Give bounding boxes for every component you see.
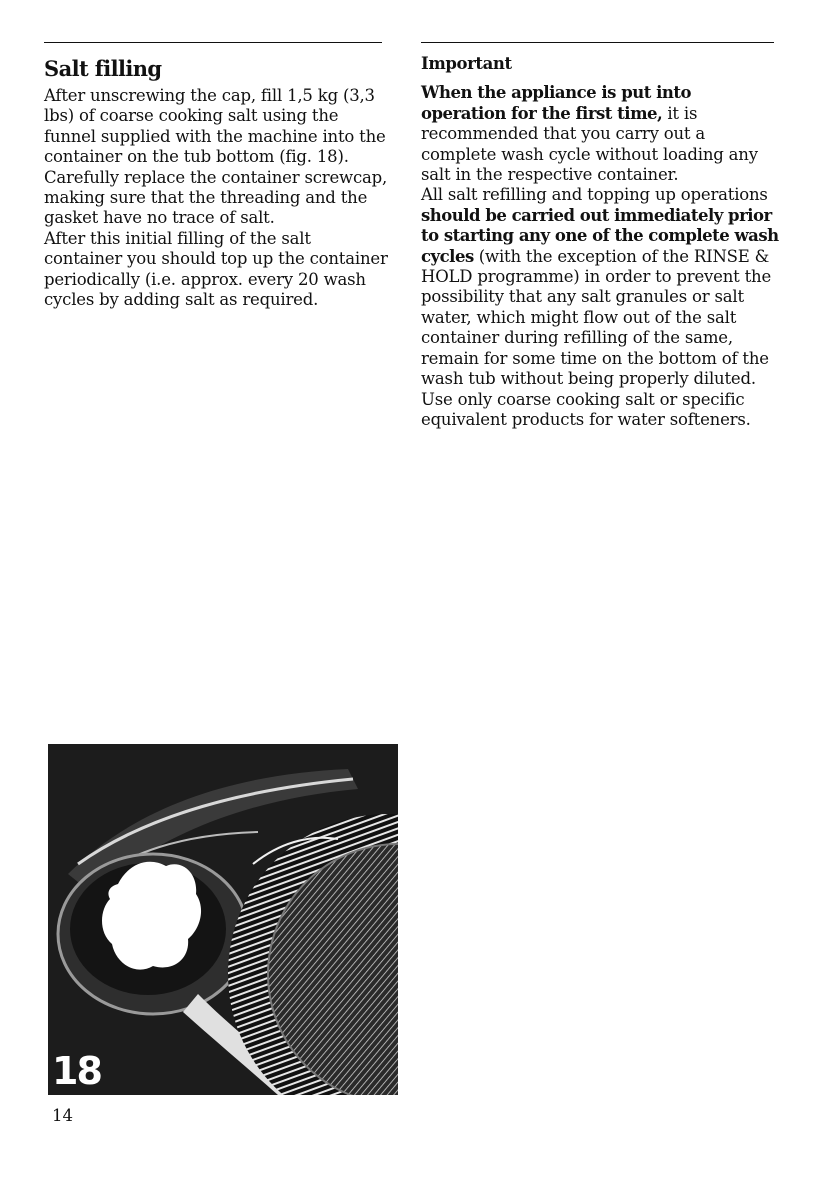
- figure-salt-container-photo: [48, 744, 398, 1095]
- emphasis-refilling: should be carried out immediately prior to starting any one of the complete wash cycles: [421, 205, 779, 266]
- text-refilling-rest: (with the exception of the RINSE & HOLD programme) in order to prevent the possibility that any salt granules or salt water, which might flow out of the salt container during refilling of the same, remain for some time on the bottom of the wash tub without being properly diluted.: [421, 246, 772, 389]
- page-number: 14: [52, 1106, 73, 1125]
- salt-container-illustration: [48, 744, 398, 1095]
- top-rule-right: [421, 42, 774, 43]
- section-heading-salt-filling: Salt filling: [44, 56, 162, 81]
- figure-number: 18: [52, 1049, 101, 1093]
- paragraph-refilling: [421, 185, 781, 389]
- paragraph-replace-screwcap: Carefully replace the container screwcap, making sure that the threading and the gasket have no trace of salt.: [44, 167, 388, 228]
- left-column: [44, 54, 389, 310]
- paragraph-first-operation: [421, 83, 781, 185]
- paragraph-coarse-salt: Use only coarse cooking salt or specific equivalent products for water softeners.: [421, 389, 751, 429]
- paragraph-top-up: After this initial filling of the salt container you should top up the container periodically (i.e. approx. every 20 wash cycles by adding salt as required.: [44, 228, 388, 310]
- right-column: [421, 54, 781, 430]
- emphasis-first-operation: When the appliance is put into operation for the first time,: [421, 83, 691, 123]
- text-first-operation: it is recommended that you carry out a complete wash cycle without loading any salt in the respective container.: [421, 103, 758, 185]
- section-heading-important: Important: [421, 54, 512, 73]
- text-refilling-intro: All salt refilling and topping up operations: [421, 185, 768, 205]
- top-rule-left: [44, 42, 382, 43]
- paragraph-unscrewing: After unscrewing the cap, fill 1,5 kg (3,3 lbs) of coarse cooking salt using the funnel supplied with the machine into the container on the tub bottom (fig. 18).: [44, 86, 386, 167]
